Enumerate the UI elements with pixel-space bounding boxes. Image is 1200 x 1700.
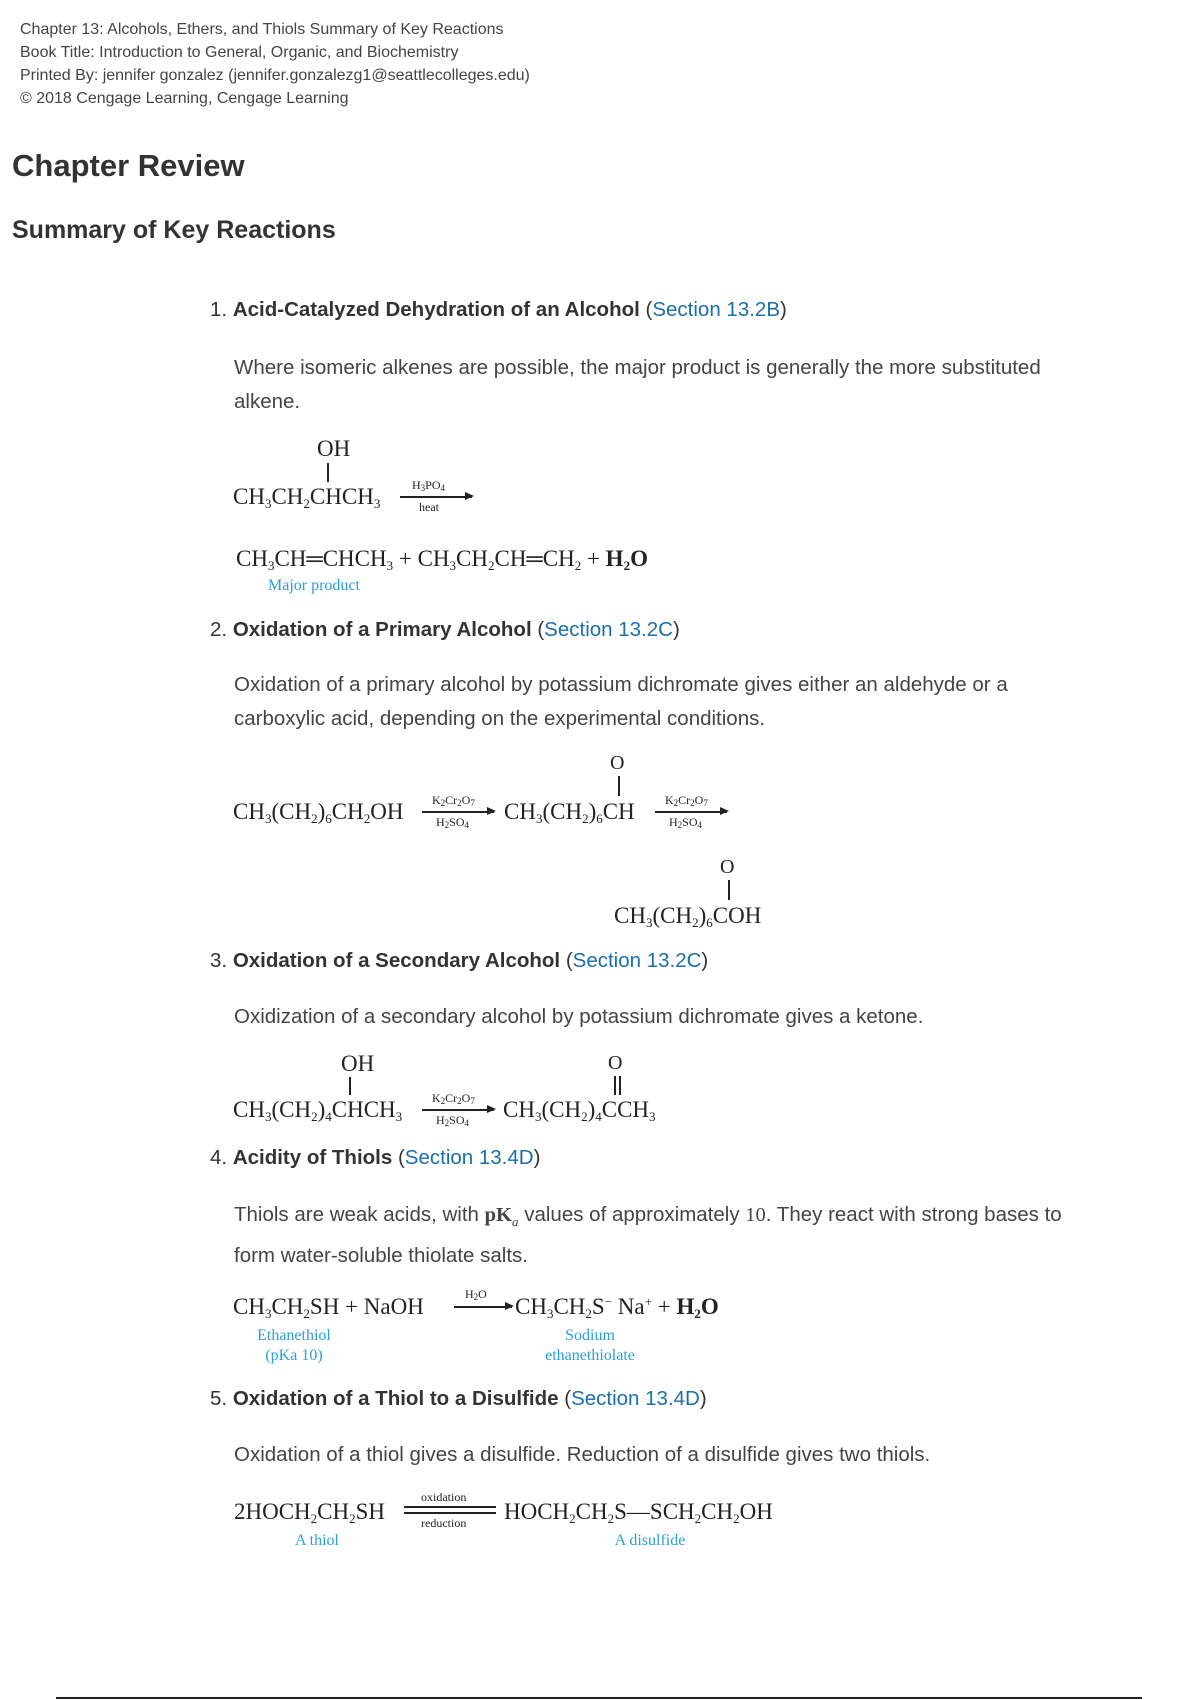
carbonyl-bond — [728, 880, 730, 900]
reactant-2-butanol: $CH_3CH_2CHCH_3$ — [233, 484, 381, 511]
reverse-arrow — [404, 1512, 496, 1514]
item-number: 5. — [210, 1387, 228, 1410]
product-octanal: $CH_3(CH_2)_6CH$ — [504, 799, 635, 826]
product-2-heptanone: $CH_3(CH_2)_4CCH_3$ — [503, 1097, 656, 1124]
item-1-description: Where isomeric alkenes are possible, the major product is generally the more substituted alkene. — [234, 356, 1041, 413]
condition-bottom: heat — [419, 500, 439, 514]
item-2-heading: 2. Oxidation of a Primary Alcohol (Section 13.2C) — [210, 618, 680, 641]
label-sodium: Sodium — [565, 1327, 615, 1344]
forward-arrow — [404, 1506, 496, 1508]
bond-line — [349, 1077, 351, 1095]
label-pka: (pKa 10) — [265, 1347, 323, 1364]
condition-reduction: reduction — [421, 1516, 467, 1530]
item-1-heading: 1. Acid-Catalyzed Dehydration of an Alcohol (Section 13.2B) — [210, 298, 787, 321]
oh-group: OH — [341, 1051, 375, 1076]
reaction-arrow — [422, 811, 494, 813]
reactant-octanol: $CH_3(CH_2)_6CH_2OH$ — [233, 799, 404, 826]
carbonyl-bond — [618, 776, 620, 796]
print-metadata — [20, 18, 530, 110]
item-number: 2. — [210, 618, 228, 641]
meta-copyright: © 2018 Cengage Learning, Cengage Learning — [20, 90, 349, 107]
section-link[interactable]: Section 13.4D — [571, 1387, 700, 1410]
carbonyl-double-bond — [614, 1076, 616, 1095]
meta-book-title: Book Title: Introduction to General, Organic, and Biochemistry — [20, 44, 459, 61]
item-number: 4. — [210, 1146, 228, 1169]
item-4-heading: 4. Acidity of Thiols (Section 13.4D) — [210, 1146, 541, 1169]
item-title: Oxidation of a Thiol to a Disulfide — [232, 1387, 559, 1410]
item-number: 1. — [210, 298, 228, 321]
summary-title: Summary of Key Reactions — [12, 216, 336, 244]
reactant-ethanethiol-naoh: $CH_3CH_2SH$ + NaOH — [233, 1294, 424, 1321]
item-5-description: Oxidation of a thiol gives a disulfide. Reduction of a disulfide gives two thiols. — [234, 1443, 931, 1466]
oh-group: OH — [317, 436, 351, 461]
condition-bottom: $H_2SO_4$ — [436, 1113, 470, 1128]
product-sodium-ethanethiolate: $CH_3CH_2S^-$ $Na^+ + H_2O$ — [515, 1294, 719, 1321]
condition-top: $H_2O$ — [465, 1287, 487, 1302]
item-3-description: Oxidization of a secondary alcohol by potassium dichromate gives a ketone. — [234, 1005, 924, 1028]
condition-top: $K_2Cr_2O_7$ — [432, 793, 475, 808]
label-disulfide: A disulfide — [614, 1532, 686, 1549]
pka-sub: a — [512, 1214, 519, 1230]
condition-top: $K_2Cr_2O_7$ — [432, 1091, 475, 1106]
label-ethanethiol: Ethanethiol — [257, 1327, 331, 1344]
reaction-arrow — [422, 1109, 494, 1111]
pka-symbol — [484, 1204, 519, 1230]
product-disulfide: $HOCH_2CH_2S—SCH_2CH_2OH$ — [504, 1499, 773, 1526]
condition-top: $H_3PO_4$ — [412, 478, 446, 493]
reactant-2-mercaptoethanol: $2HOCH_2CH_2SH$ — [234, 1499, 386, 1526]
condition-top: $K_2Cr_2O_7$ — [665, 793, 708, 808]
carbonyl-oxygen: O — [610, 752, 625, 774]
carbonyl-double-bond — [619, 1076, 621, 1095]
label-major-product: Major product — [268, 577, 360, 594]
item-title: Acid-Catalyzed Dehydration of an Alcohol — [232, 298, 640, 321]
reaction-arrow — [454, 1306, 512, 1308]
products-alkenes: $CH_3CH═CHCH_3$ + $CH_3CH_2CH═CH_2 + H_2O$ — [236, 546, 648, 573]
meta-printed-by: Printed By: jennifer gonzalez (jennifer.gonzalezg1@seattlecolleges.edu) — [20, 67, 530, 84]
section-link[interactable]: Section 13.4D — [404, 1146, 534, 1169]
section-link[interactable]: Section 13.2B — [652, 298, 781, 321]
section-link[interactable]: Section 13.2C — [572, 949, 702, 972]
item-title: Acidity of Thiols — [232, 1146, 393, 1169]
meta-chapter: Chapter 13: Alcohols, Ethers, and Thiols Summary of Key Reactions — [20, 21, 504, 38]
reactant-2-heptanol: $CH_3(CH_2)_4CHCH_3$ — [233, 1097, 403, 1124]
condition-oxidation: oxidation — [421, 1490, 467, 1504]
pka-value: 10 — [745, 1204, 766, 1226]
condition-bottom: $H_2SO_4$ — [436, 815, 470, 830]
desc-text: . They react with strong bases to form water-soluble thiolate salts. — [234, 1203, 1062, 1268]
chapter-title: Chapter Review — [12, 148, 245, 183]
condition-bottom: $H_2SO_4$ — [669, 815, 703, 830]
carbonyl-oxygen: O — [720, 856, 735, 878]
item-number: 3. — [210, 949, 228, 972]
product-octanoic-acid: $CH_3(CH_2)_6COH$ — [614, 903, 762, 930]
reaction-arrow — [400, 496, 472, 498]
item-2-description: Oxidation of a primary alcohol by potassium dichromate gives either an aldehyde or a carboxylic acid, depending on the experimental conditions. — [234, 673, 1008, 730]
item-title: Oxidation of a Primary Alcohol — [232, 618, 532, 641]
carbonyl-oxygen: O — [608, 1052, 623, 1074]
bond-line — [327, 463, 329, 482]
item-title: Oxidation of a Secondary Alcohol — [232, 949, 561, 972]
item-3-heading: 3. Oxidation of a Secondary Alcohol (Section 13.2C) — [210, 949, 709, 972]
pka-p: pK — [484, 1204, 513, 1226]
section-link[interactable]: Section 13.2C — [544, 618, 673, 641]
item-5-heading: 5. Oxidation of a Thiol to a Disulfide (Section 13.4D) — [210, 1387, 707, 1410]
desc-text: Thiols are weak acids, with — [234, 1203, 485, 1226]
reaction-arrow — [655, 811, 727, 813]
label-ethanethiolate: ethanethiolate — [545, 1347, 635, 1364]
desc-text: values of approximately — [518, 1203, 746, 1226]
item-4-description — [234, 1198, 1074, 1273]
page-divider — [56, 1697, 1142, 1699]
label-thiol: A thiol — [294, 1532, 339, 1549]
